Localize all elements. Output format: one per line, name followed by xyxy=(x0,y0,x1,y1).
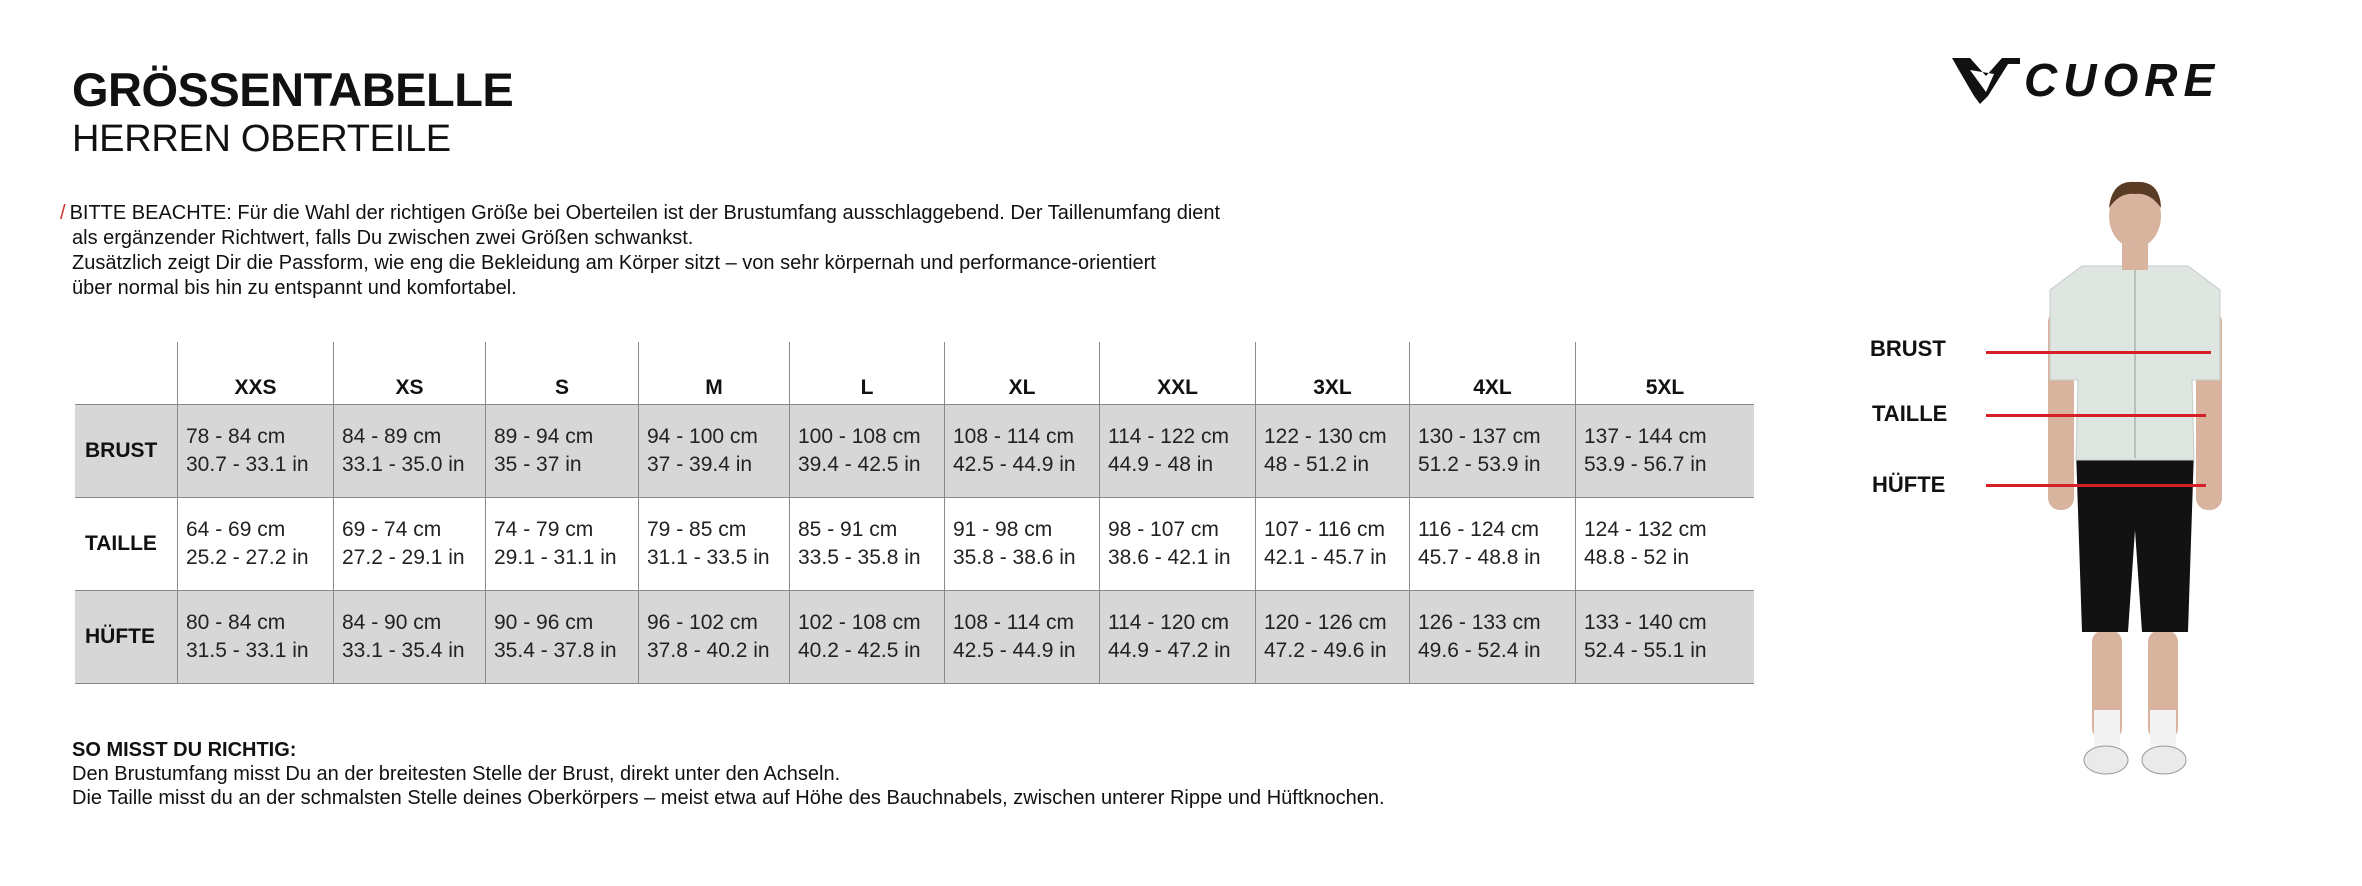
measurement-cell xyxy=(790,498,945,591)
size-header-5xl: 5XL xyxy=(1576,342,1755,405)
measurement-cell xyxy=(1410,498,1576,591)
cm-value: 124 - 132 cm xyxy=(1584,518,1707,541)
inch-value: 47.2 - 49.6 in xyxy=(1264,639,1387,662)
model-figure xyxy=(2020,170,2280,820)
measurement-cell xyxy=(1576,405,1755,498)
measurement-cell xyxy=(178,405,334,498)
note-line-4: über normal bis hin zu entspannt und komfortabel. xyxy=(72,277,517,299)
size-header-xxs: XXS xyxy=(178,342,334,405)
table-corner xyxy=(75,342,178,405)
inch-value: 31.5 - 33.1 in xyxy=(186,639,309,662)
inch-value: 30.7 - 33.1 in xyxy=(186,453,309,476)
size-header-l: L xyxy=(790,342,945,405)
row-label-brust: BRUST xyxy=(75,405,178,498)
cm-value: 114 - 120 cm xyxy=(1108,611,1230,634)
inch-value: 42.5 - 44.9 in xyxy=(953,453,1076,476)
measurement-cell xyxy=(1100,591,1256,684)
measurement-cell xyxy=(334,591,486,684)
waist-marker-line xyxy=(1986,414,2206,417)
measurement-cell xyxy=(1256,498,1410,591)
cm-value: 108 - 114 cm xyxy=(953,425,1075,448)
cm-value: 100 - 108 cm xyxy=(798,425,921,448)
cm-value: 114 - 122 cm xyxy=(1108,425,1230,448)
left-sock xyxy=(2094,710,2120,750)
cm-value: 108 - 114 cm xyxy=(953,611,1075,634)
inch-value: 33.5 - 35.8 in xyxy=(798,546,921,569)
size-header-m: M xyxy=(639,342,790,405)
cm-value: 80 - 84 cm xyxy=(186,611,286,634)
size-table xyxy=(75,342,1754,684)
measurement-cell xyxy=(790,405,945,498)
fit-note xyxy=(60,201,1360,301)
inch-value: 49.6 - 52.4 in xyxy=(1418,639,1541,662)
inch-value: 38.6 - 42.1 in xyxy=(1108,546,1231,569)
note-line-1-text: BITTE BEACHTE: Für die Wahl der richtigen Größe bei Oberteilen ist der Brustumfang ausschlaggebend. Der Taillenumfang dient xyxy=(69,202,1221,224)
cm-value: 126 - 133 cm xyxy=(1418,611,1541,634)
inch-value: 42.1 - 45.7 in xyxy=(1264,546,1387,569)
measuring-guide-waist: Die Taille misst du an der schmalsten Stelle deines Oberkörpers – meist etwa auf Höhe des Bauchnabels, zwischen unterer Rippe und Hüftknochen. xyxy=(72,787,1385,809)
measuring-guide-chest: Den Brustumfang misst Du an der breitesten Stelle der Brust, direkt unter den Achseln. xyxy=(72,763,841,785)
cm-value: 98 - 107 cm xyxy=(1108,518,1219,541)
measurement-cell xyxy=(178,498,334,591)
measurement-cell xyxy=(486,498,639,591)
hip-marker-line xyxy=(1986,484,2206,487)
inch-value: 37 - 39.4 in xyxy=(647,453,753,476)
inch-value: 35 - 37 in xyxy=(494,453,582,476)
inch-value: 53.9 - 56.7 in xyxy=(1584,453,1707,476)
cm-value: 69 - 74 cm xyxy=(342,518,442,541)
left-shoe xyxy=(2084,746,2128,774)
cycling-shorts xyxy=(2076,450,2194,632)
size-header-3xl: 3XL xyxy=(1256,342,1410,405)
size-header-s: S xyxy=(486,342,639,405)
inch-value: 45.7 - 48.8 in xyxy=(1418,546,1541,569)
cm-value: 116 - 124 cm xyxy=(1418,518,1540,541)
measurement-cell xyxy=(945,591,1100,684)
cm-value: 85 - 91 cm xyxy=(798,518,898,541)
inch-value: 44.9 - 48 in xyxy=(1108,453,1214,476)
measurement-cell xyxy=(334,498,486,591)
cm-value: 137 - 144 cm xyxy=(1584,425,1707,448)
measurement-cell xyxy=(790,591,945,684)
inch-value: 35.8 - 38.6 in xyxy=(953,546,1076,569)
row-label-huefte: HÜFTE xyxy=(75,591,178,684)
inch-value: 44.9 - 47.2 in xyxy=(1108,639,1231,662)
measurement-cell xyxy=(945,498,1100,591)
inch-value: 29.1 - 31.1 in xyxy=(494,546,617,569)
cm-value: 102 - 108 cm xyxy=(798,611,921,634)
measurement-cell xyxy=(1256,591,1410,684)
cm-value: 133 - 140 cm xyxy=(1584,611,1707,634)
right-sock xyxy=(2150,710,2176,750)
note-line-2: als ergänzender Richtwert, falls Du zwischen zwei Größen schwankst. xyxy=(72,227,694,249)
size-header-xl: XL xyxy=(945,342,1100,405)
page-title: GRÖSSENTABELLE xyxy=(72,63,514,116)
cm-value: 91 - 98 cm xyxy=(953,518,1053,541)
logo-text: CUORE xyxy=(2024,54,2221,106)
measurement-cell xyxy=(639,405,790,498)
inch-value: 37.8 - 40.2 in xyxy=(647,639,770,662)
measurement-cell xyxy=(334,405,486,498)
cuore-logo xyxy=(1950,52,2260,110)
right-shoe xyxy=(2142,746,2186,774)
hip-marker-label: HÜFTE xyxy=(1872,472,1946,497)
measurement-cell xyxy=(945,405,1100,498)
measurement-cell xyxy=(1410,591,1576,684)
waist-marker-label: TAILLE xyxy=(1872,401,1948,426)
note-marker: / xyxy=(60,202,66,224)
measuring-guide-heading: SO MISST DU RICHTIG: xyxy=(72,739,297,761)
cm-value: 84 - 90 cm xyxy=(342,611,442,634)
inch-value: 35.4 - 37.8 in xyxy=(494,639,617,662)
measurement-cell xyxy=(639,591,790,684)
inch-value: 48.8 - 52 in xyxy=(1584,546,1690,569)
measurement-cell xyxy=(486,591,639,684)
table-row-brust xyxy=(75,405,1754,498)
cm-value: 84 - 89 cm xyxy=(342,425,442,448)
chest-marker-label: BRUST xyxy=(1870,336,1946,361)
inch-value: 51.2 - 53.9 in xyxy=(1418,453,1541,476)
measurement-cell xyxy=(1576,591,1755,684)
cm-value: 79 - 85 cm xyxy=(647,518,747,541)
cm-value: 122 - 130 cm xyxy=(1264,425,1387,448)
cm-value: 89 - 94 cm xyxy=(494,425,594,448)
cm-value: 90 - 96 cm xyxy=(494,611,594,634)
inch-value: 25.2 - 27.2 in xyxy=(186,546,309,569)
cm-value: 78 - 84 cm xyxy=(186,425,286,448)
logo-mark-icon xyxy=(1952,58,2020,104)
measurement-cell xyxy=(639,498,790,591)
measurement-cell xyxy=(1100,498,1256,591)
cm-value: 120 - 126 cm xyxy=(1264,611,1387,634)
note-line-1 xyxy=(60,201,1360,226)
inch-value: 27.2 - 29.1 in xyxy=(342,546,465,569)
measurement-cell xyxy=(1576,498,1755,591)
inch-value: 33.1 - 35.4 in xyxy=(342,639,465,662)
cm-value: 107 - 116 cm xyxy=(1264,518,1386,541)
cm-value: 74 - 79 cm xyxy=(494,518,594,541)
table-row-huefte xyxy=(75,591,1754,684)
measuring-guide xyxy=(72,738,1385,810)
cm-value: 96 - 102 cm xyxy=(647,611,758,634)
inch-value: 42.5 - 44.9 in xyxy=(953,639,1076,662)
row-label-taille: TAILLE xyxy=(85,532,157,555)
inch-value: 40.2 - 42.5 in xyxy=(798,639,921,662)
inch-value: 48 - 51.2 in xyxy=(1264,453,1370,476)
inch-value: 39.4 - 42.5 in xyxy=(798,453,921,476)
chest-marker-line xyxy=(1986,351,2211,354)
table-row-taille xyxy=(75,498,1754,591)
cm-value: 64 - 69 cm xyxy=(186,518,286,541)
note-line-3: Zusätzlich zeigt Dir die Passform, wie eng die Bekleidung am Körper sitzt – von sehr körpernah und performance-orientiert xyxy=(72,252,1156,274)
cm-value: 130 - 137 cm xyxy=(1418,425,1541,448)
inch-value: 31.1 - 33.5 in xyxy=(647,546,770,569)
size-header-xs: XS xyxy=(334,342,486,405)
measurement-cell xyxy=(486,405,639,498)
measurement-cell xyxy=(1100,405,1256,498)
measurement-cell xyxy=(1256,405,1410,498)
cm-value: 94 - 100 cm xyxy=(647,425,758,448)
size-header-xxl: XXL xyxy=(1100,342,1256,405)
inch-value: 52.4 - 55.1 in xyxy=(1584,639,1707,662)
inch-value: 33.1 - 35.0 in xyxy=(342,453,465,476)
measurement-cell xyxy=(1410,405,1576,498)
size-header-row xyxy=(75,342,1754,405)
page-subtitle: HERREN OBERTEILE xyxy=(72,118,451,160)
measurement-cell xyxy=(178,591,334,684)
size-header-4xl: 4XL xyxy=(1410,342,1576,405)
